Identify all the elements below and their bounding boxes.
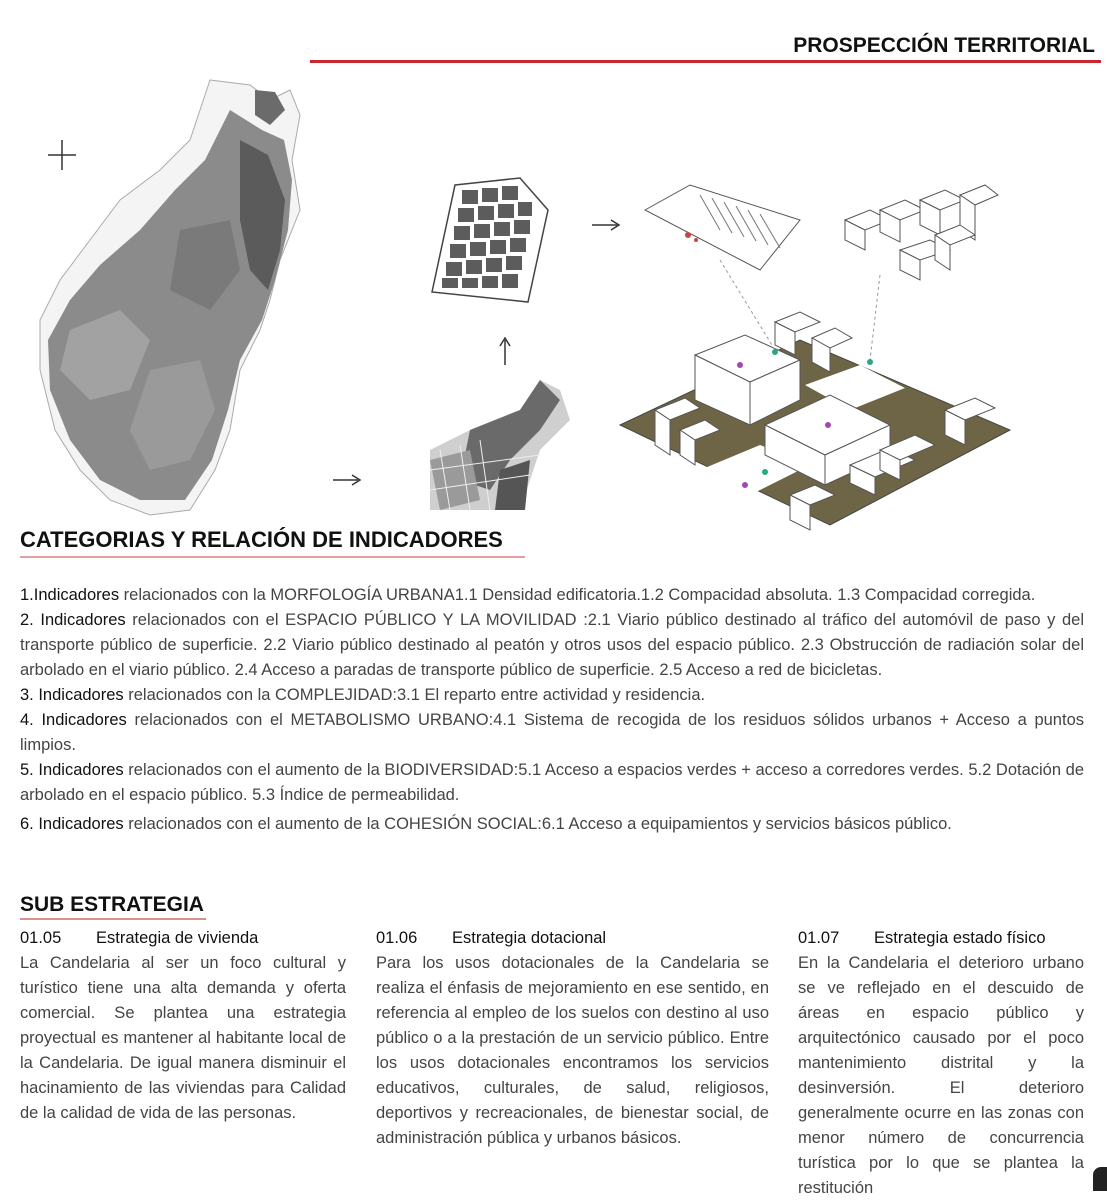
bogota-city-map (40, 80, 300, 515)
strategy-column-facilities (376, 926, 769, 1181)
urban-grid-plan (432, 178, 548, 302)
strategy-body: Para los usos dotacionales de la Candelaria se realiza el énfasis de mejoramiento en ese sentido, en referencia al empleo de los suelos con destino al uso público o a la prestación de un servicio público. Entre los usos dotacionales encontramos los servicios educativos, culturales, de salud, religiosos, deportivos y recreacionales, de bienestar social, de administración pública y urbanos básicos. (376, 954, 769, 1147)
section-title: CATEGORIAS Y RELACIÓN DE INDICADORES (20, 527, 503, 552)
section-rule (20, 556, 525, 558)
indicator-item: 2. Indicadores relacionados con el ESPACIO PÚBLICO Y LA MOVILIDAD :2.1 Viario público destinado al tráfico del automóvil de paso y del transporte público de superficie. 2.2 Viario público destinado al peatón y otros usos del espacio público. 2.3 Obstrucción de radiación solar del arbolado en el viario público. 2.4 Acceso a paradas de transporte público de superficie. 2.5 Acceso a red de bicicletas. (20, 611, 1084, 679)
page-title: PROSPECCIÓN TERRITORIAL (793, 34, 1095, 57)
strategy-column-physical-state (798, 926, 1084, 1197)
axonometric-block-model (620, 260, 1010, 530)
indicator-item: 4. Indicadores relacionados con el METABOLISMO URBANO:4.1 Sistema de recogida de los residuos sólidos urbanos + Acceso a puntos limpios. (20, 711, 1084, 754)
indicator-item: 5. Indicadores relacionados con el aumento de la BIODIVERSIDAD:5.1 Acceso a espacios verdes + acceso a corredores verdes. 5.2 Dotación de arbolado en el espacio público. 5.3 Índice de permeabilidad. (20, 761, 1085, 804)
indicator-item: 1.Indicadores relacionados con la MORFOLOGÍA URBANA1.1 Densidad edificatoria.1.2 Compacidad absoluta. 1.3 Compacidad corregida. (20, 586, 1036, 604)
neighborhood-fabric-map (430, 380, 570, 510)
header-rule (310, 60, 1101, 63)
page-corner-marker (1093, 1167, 1107, 1191)
building-cluster-diagram (845, 185, 998, 280)
strategy-body: En la Candelaria el deterioro urbano se ve reflejado en el descuido de áreas en espacio público y arquitectónico causado por el poco mantenimiento distrital y la desinversión. El deterioro generalmente ocurre en las zonas con menor número de concurrencia turística por lo que se plantea la restitución (798, 954, 1084, 1197)
sub-strategy-rule (20, 918, 206, 920)
strategy-heading: 01.07 Estrategia estado físico (798, 929, 1046, 947)
strategy-heading: 01.05 Estrategia de vivienda (20, 929, 259, 947)
indicator-item: 3. Indicadores relacionados con la COMPLEJIDAD:3.1 El reparto entre actividad y residencia. (20, 686, 706, 704)
urban-plan-diagram (645, 185, 800, 270)
sub-strategy-title: SUB ESTRATEGIA (20, 893, 204, 916)
arrow-right-icon-2 (592, 220, 619, 230)
strategy-heading: 01.06 Estrategia dotacional (376, 929, 607, 947)
strategy-column-housing (20, 926, 346, 1139)
arrow-right-icon (333, 475, 360, 485)
arrow-up-icon (500, 338, 510, 365)
figures-panel (0, 70, 1101, 530)
compass-icon (48, 140, 76, 170)
indicator-item: 6. Indicadores relacionados con el aumento de la COHESIÓN SOCIAL:6.1 Acceso a equipamientos y servicios básicos público. (20, 815, 952, 833)
indicators-list (20, 583, 1084, 837)
strategy-body: La Candelaria al ser un foco cultural y turístico tiene una alta demanda y oferta comercial. Se plantea una estrategia proyectual es mantener al habitante local de la Candelaria. De igual manera disminuir el hacinamiento de las viviendas para Calidad de la calidad de vida de las personas. (20, 954, 346, 1122)
